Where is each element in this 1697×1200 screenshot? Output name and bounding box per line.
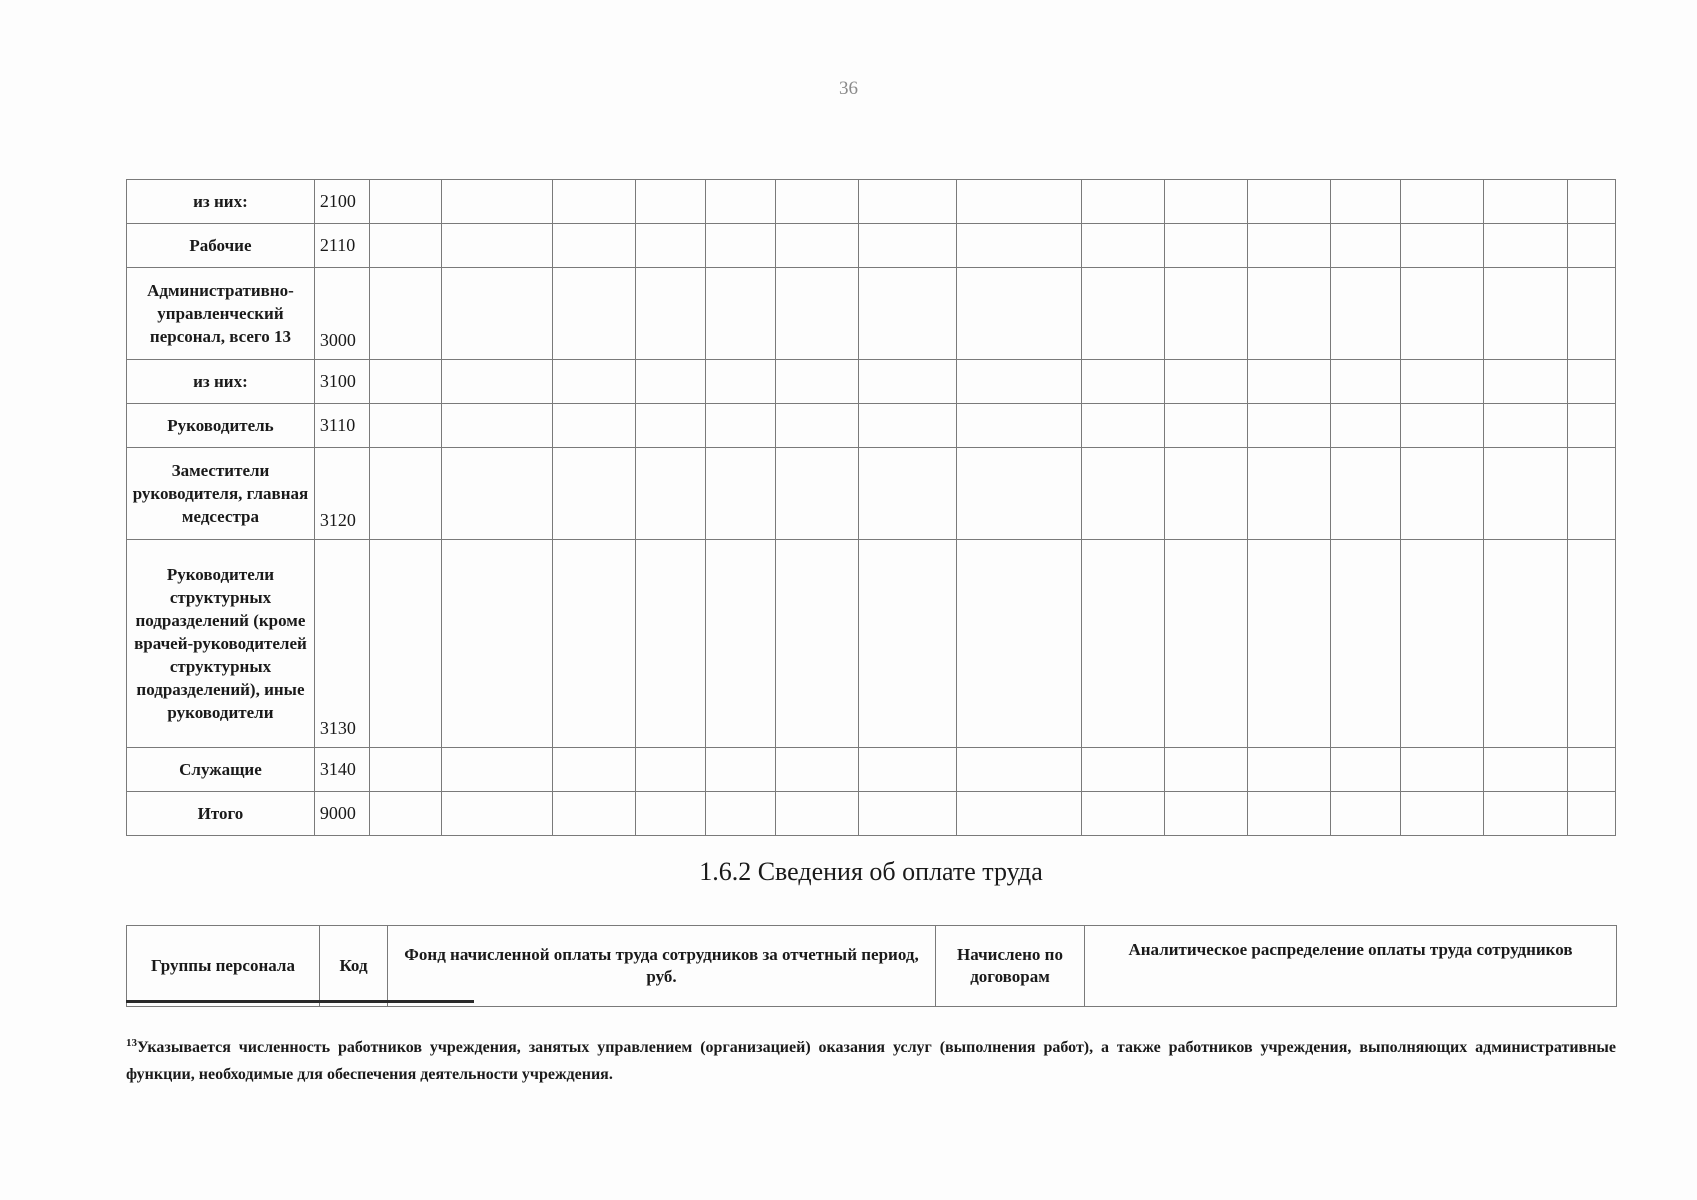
empty-cell [636, 268, 706, 360]
empty-cell [1331, 540, 1401, 748]
empty-cell [553, 540, 636, 748]
empty-cell [1248, 180, 1331, 224]
table-row [127, 224, 1616, 268]
staff-table [126, 179, 1616, 836]
empty-cell [1248, 224, 1331, 268]
empty-cell [1165, 748, 1248, 792]
empty-cell [859, 540, 957, 748]
empty-cell [956, 224, 1081, 268]
table-row [127, 268, 1616, 360]
empty-cell [859, 224, 957, 268]
empty-cell [1165, 180, 1248, 224]
row-label: Итого [127, 792, 315, 836]
empty-cell [706, 360, 776, 404]
row-code: 3100 [314, 360, 369, 404]
empty-cell [956, 448, 1081, 540]
empty-cell [859, 792, 957, 836]
empty-cell [706, 180, 776, 224]
empty-cell [442, 360, 553, 404]
empty-cell [956, 540, 1081, 748]
empty-cell [1484, 268, 1567, 360]
empty-cell [775, 180, 858, 224]
header-contract-accrued: Начислено по договорам [936, 926, 1085, 1007]
empty-cell [1165, 448, 1248, 540]
row-label: из них: [127, 360, 315, 404]
empty-cell [1331, 180, 1401, 224]
empty-cell [553, 748, 636, 792]
empty-cell [956, 360, 1081, 404]
row-code: 2110 [314, 224, 369, 268]
empty-cell [1248, 360, 1331, 404]
empty-cell [1401, 792, 1484, 836]
empty-cell [1165, 792, 1248, 836]
empty-cell [553, 180, 636, 224]
empty-cell [706, 224, 776, 268]
empty-cell [442, 180, 553, 224]
empty-cell [553, 792, 636, 836]
row-code: 2100 [314, 180, 369, 224]
empty-cell [370, 224, 442, 268]
empty-cell [370, 792, 442, 836]
empty-cell [1081, 224, 1164, 268]
empty-cell [706, 748, 776, 792]
empty-cell [1484, 404, 1567, 448]
header-code: Код [320, 926, 388, 1007]
empty-cell [1567, 360, 1615, 404]
empty-cell [1165, 360, 1248, 404]
table-row [127, 180, 1616, 224]
table-row [127, 404, 1616, 448]
row-label: Руководители структурных подразделений (кроме врачей-руководителей структурных подразделений), иные руководители [127, 540, 315, 748]
empty-cell [636, 748, 706, 792]
empty-cell [636, 180, 706, 224]
empty-cell [1567, 224, 1615, 268]
empty-cell [553, 404, 636, 448]
empty-cell [956, 748, 1081, 792]
empty-cell [370, 404, 442, 448]
empty-cell [775, 268, 858, 360]
empty-cell [706, 268, 776, 360]
empty-cell [775, 224, 858, 268]
empty-cell [1401, 268, 1484, 360]
empty-cell [442, 448, 553, 540]
empty-cell [775, 792, 858, 836]
empty-cell [370, 448, 442, 540]
empty-cell [1567, 180, 1615, 224]
empty-cell [859, 268, 957, 360]
empty-cell [1165, 404, 1248, 448]
empty-cell [636, 224, 706, 268]
empty-cell [1401, 448, 1484, 540]
empty-cell [706, 792, 776, 836]
empty-cell [859, 360, 957, 404]
empty-cell [553, 268, 636, 360]
empty-cell [1567, 404, 1615, 448]
pay-table-header-row [127, 926, 1617, 1007]
row-code: 3110 [314, 404, 369, 448]
empty-cell [775, 448, 858, 540]
table-row [127, 360, 1616, 404]
empty-cell [636, 792, 706, 836]
row-code: 3120 [314, 448, 369, 540]
empty-cell [706, 404, 776, 448]
empty-cell [1484, 224, 1567, 268]
empty-cell [1484, 180, 1567, 224]
empty-cell [1331, 792, 1401, 836]
empty-cell [859, 448, 957, 540]
row-label: Руководитель [127, 404, 315, 448]
empty-cell [1248, 792, 1331, 836]
row-code: 3000 [314, 268, 369, 360]
empty-cell [442, 268, 553, 360]
footnote-marker: 13 [126, 1037, 137, 1049]
empty-cell [1081, 180, 1164, 224]
empty-cell [442, 224, 553, 268]
empty-cell [1331, 448, 1401, 540]
empty-cell [1331, 404, 1401, 448]
empty-cell [553, 360, 636, 404]
empty-cell [553, 448, 636, 540]
empty-cell [1331, 360, 1401, 404]
empty-cell [1484, 540, 1567, 748]
empty-cell [706, 540, 776, 748]
row-code: 3130 [314, 540, 369, 748]
empty-cell [1081, 792, 1164, 836]
row-label: Административно-управленческий персонал, всего 13 [127, 268, 315, 360]
table-row [127, 540, 1616, 748]
empty-cell [1331, 268, 1401, 360]
empty-cell [1081, 748, 1164, 792]
header-staff-groups: Группы персонала [127, 926, 320, 1007]
pay-table [126, 925, 1617, 1007]
header-payroll-fund: Фонд начисленной оплаты труда сотрудников за отчетный период, руб. [388, 926, 936, 1007]
empty-cell [636, 360, 706, 404]
empty-cell [636, 540, 706, 748]
empty-cell [956, 180, 1081, 224]
empty-cell [1081, 448, 1164, 540]
empty-cell [370, 748, 442, 792]
empty-cell [1081, 404, 1164, 448]
empty-cell [1165, 224, 1248, 268]
empty-cell [442, 404, 553, 448]
empty-cell [1081, 360, 1164, 404]
empty-cell [1331, 748, 1401, 792]
empty-cell [1567, 540, 1615, 748]
empty-cell [1484, 448, 1567, 540]
page-number: 36 [839, 78, 858, 99]
empty-cell [1331, 224, 1401, 268]
empty-cell [1401, 540, 1484, 748]
empty-cell [370, 180, 442, 224]
empty-cell [1165, 268, 1248, 360]
empty-cell [1401, 748, 1484, 792]
empty-cell [1248, 748, 1331, 792]
empty-cell [956, 268, 1081, 360]
empty-cell [775, 748, 858, 792]
empty-cell [1401, 360, 1484, 404]
underline-bar [126, 1000, 474, 1003]
empty-cell [636, 404, 706, 448]
empty-cell [859, 404, 957, 448]
empty-cell [1081, 540, 1164, 748]
header-analytic-distribution: Аналитическое распределение оплаты труда сотрудников [1085, 926, 1617, 1007]
empty-cell [442, 792, 553, 836]
empty-cell [956, 792, 1081, 836]
row-label: из них: [127, 180, 315, 224]
empty-cell [1248, 448, 1331, 540]
footnote [126, 1030, 1616, 1088]
empty-cell [775, 360, 858, 404]
empty-cell [1401, 180, 1484, 224]
empty-cell [1567, 448, 1615, 540]
empty-cell [1081, 268, 1164, 360]
empty-cell [1248, 540, 1331, 748]
row-code: 3140 [314, 748, 369, 792]
empty-cell [1567, 748, 1615, 792]
footnote-text: Указывается численность работников учреждения, занятых управлением (организацией) оказания услуг (выполнения работ), а также работников учреждения, выполняющих административные функции, необходимые для обеспечения деятельности учреждения. [126, 1039, 1616, 1083]
empty-cell [775, 540, 858, 748]
empty-cell [1567, 268, 1615, 360]
empty-cell [859, 748, 957, 792]
row-code: 9000 [314, 792, 369, 836]
empty-cell [442, 540, 553, 748]
table-row [127, 748, 1616, 792]
empty-cell [1484, 748, 1567, 792]
section-title: 1.6.2 Сведения об оплате труда [699, 857, 1043, 886]
empty-cell [1248, 404, 1331, 448]
empty-cell [1567, 792, 1615, 836]
row-label: Заместители руководителя, главная медсестра [127, 448, 315, 540]
empty-cell [370, 268, 442, 360]
empty-cell [1248, 268, 1331, 360]
empty-cell [1401, 224, 1484, 268]
empty-cell [775, 404, 858, 448]
empty-cell [1484, 360, 1567, 404]
empty-cell [1484, 792, 1567, 836]
empty-cell [956, 404, 1081, 448]
empty-cell [859, 180, 957, 224]
empty-cell [370, 360, 442, 404]
table-row [127, 792, 1616, 836]
empty-cell [1165, 540, 1248, 748]
empty-cell [553, 224, 636, 268]
empty-cell [1401, 404, 1484, 448]
empty-cell [706, 448, 776, 540]
table-row [127, 448, 1616, 540]
empty-cell [370, 540, 442, 748]
empty-cell [636, 448, 706, 540]
row-label: Рабочие [127, 224, 315, 268]
empty-cell [442, 748, 553, 792]
row-label: Служащие [127, 748, 315, 792]
